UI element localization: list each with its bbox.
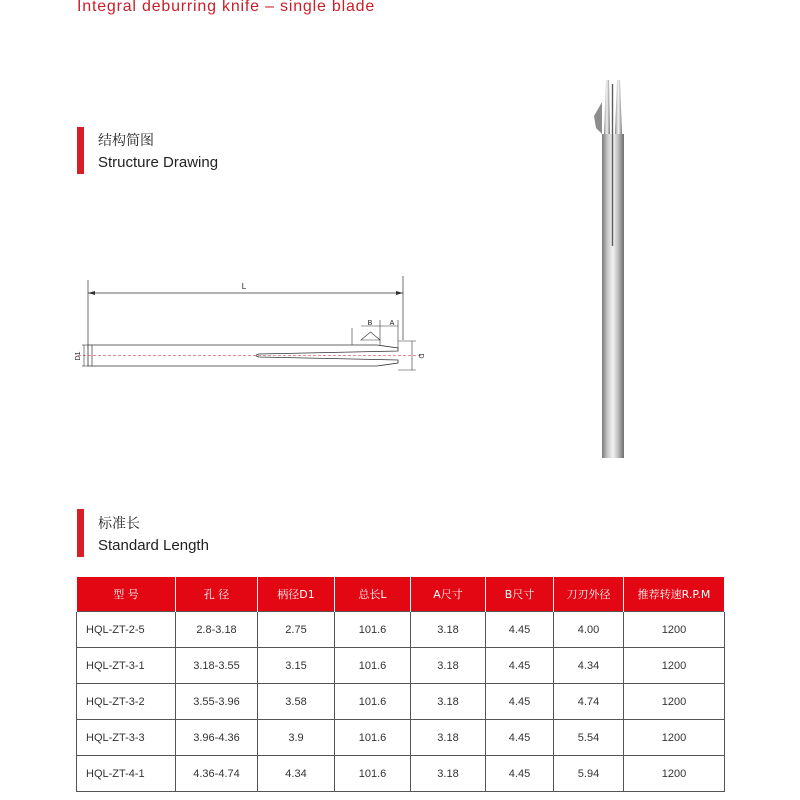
length-title-cn: 标准长 <box>98 516 140 532</box>
header-b-size: B尺寸 <box>486 577 554 612</box>
header-blade-outer-diameter: 刀刃外径 <box>554 577 624 612</box>
cell-d1: 4.34 <box>258 756 335 792</box>
length-section-bar <box>77 509 84 557</box>
cell-d1: 3.9 <box>258 720 335 756</box>
cell-b: 4.45 <box>486 756 554 792</box>
table-row <box>77 648 725 684</box>
cell-a: 3.18 <box>411 612 486 648</box>
table-row <box>77 684 725 720</box>
page-title: Integral deburring knife – single blade <box>77 0 376 15</box>
d-label: D <box>417 353 424 359</box>
cell-rpm: 1200 <box>624 648 725 684</box>
cell-blade: 4.00 <box>554 612 624 648</box>
cell-rpm: 1200 <box>624 612 725 648</box>
cell-length: 101.6 <box>335 684 411 720</box>
structure-section-bar <box>77 127 84 174</box>
cell-b: 4.45 <box>486 684 554 720</box>
length-label: L <box>241 282 247 291</box>
cell-d1: 3.58 <box>258 684 335 720</box>
knife-photo <box>588 74 638 464</box>
cell-model: HQL-ZT-3-2 <box>77 684 176 720</box>
dim-b-label: B <box>367 320 373 327</box>
cell-blade: 5.94 <box>554 756 624 792</box>
table-row <box>77 612 725 648</box>
length-arrow-right <box>396 291 403 295</box>
structure-title-cn: 结构简图 <box>98 133 154 149</box>
cell-blade: 4.74 <box>554 684 624 720</box>
d1-label: D1 <box>75 351 82 361</box>
cell-rpm: 1200 <box>624 684 725 720</box>
table-row <box>77 756 725 792</box>
cell-hole: 3.18-3.55 <box>176 648 258 684</box>
cell-d1: 2.75 <box>258 612 335 648</box>
structure-title-en: Structure Drawing <box>98 154 219 171</box>
cell-model: HQL-ZT-4-1 <box>77 756 176 792</box>
header-model: 型 号 <box>77 577 176 612</box>
cell-model: HQL-ZT-3-1 <box>77 648 176 684</box>
cell-hole: 4.36-4.74 <box>176 756 258 792</box>
cell-rpm: 1200 <box>624 756 725 792</box>
cell-model: HQL-ZT-2-5 <box>77 612 176 648</box>
cell-d1: 3.15 <box>258 648 335 684</box>
cell-model: HQL-ZT-3-3 <box>77 720 176 756</box>
length-arrow-left <box>88 291 95 295</box>
header-hole-diameter: 孔 径 <box>176 577 258 612</box>
knife-tip-right <box>615 80 622 134</box>
cell-hole: 2.8-3.18 <box>176 612 258 648</box>
dim-a-label: A <box>389 320 395 327</box>
cell-length: 101.6 <box>335 648 411 684</box>
spec-table <box>76 576 725 792</box>
knife-tip-left <box>604 80 610 134</box>
table-header-row <box>77 577 725 612</box>
length-title-en: Standard Length <box>98 537 209 554</box>
knife-blade-hook <box>594 102 602 134</box>
header-a-size: A尺寸 <box>411 577 486 612</box>
cell-rpm: 1200 <box>624 720 725 756</box>
cell-b: 4.45 <box>486 720 554 756</box>
cell-a: 3.18 <box>411 648 486 684</box>
header-rpm: 推荐转速R.P.M <box>624 577 725 612</box>
cell-hole: 3.55-3.96 <box>176 684 258 720</box>
cell-b: 4.45 <box>486 648 554 684</box>
blade-tip <box>361 332 380 340</box>
structure-drawing <box>74 268 434 378</box>
cell-hole: 3.96-4.36 <box>176 720 258 756</box>
cell-a: 3.18 <box>411 720 486 756</box>
cell-length: 101.6 <box>335 756 411 792</box>
cell-a: 3.18 <box>411 684 486 720</box>
cell-b: 4.45 <box>486 612 554 648</box>
header-shank-diameter: 柄径D1 <box>258 577 335 612</box>
header-total-length: 总长L <box>335 577 411 612</box>
cell-length: 101.6 <box>335 612 411 648</box>
cell-length: 101.6 <box>335 720 411 756</box>
cell-blade: 4.34 <box>554 648 624 684</box>
table-row <box>77 720 725 756</box>
cell-blade: 5.54 <box>554 720 624 756</box>
cell-a: 3.18 <box>411 756 486 792</box>
